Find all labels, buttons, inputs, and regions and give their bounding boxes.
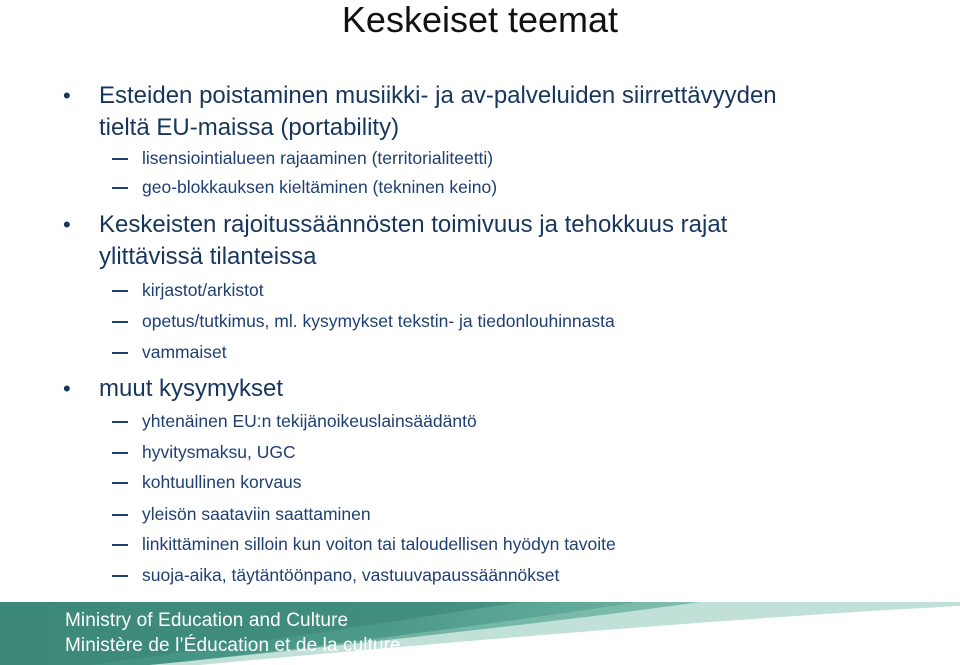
sub-bullet-3-5: linkittäminen silloin kun voiton tai taloudellisen hyödyn tavoite: [142, 533, 902, 555]
footer-ministry-en: Ministry of Education and Culture: [65, 610, 349, 631]
sub-bullet-3-2: hyvitysmaksu, UGC: [142, 441, 902, 463]
sub-bullet-3-1: yhtenäinen EU:n tekijänoikeuslainsäädäntö: [142, 410, 902, 432]
main-bullet-2: [63, 209, 859, 273]
main-bullet-3-line-1: muut kysymykset: [99, 375, 284, 402]
main-bullet-1-line-1: Esteiden poistaminen musiikki- ja av-palveluiden siirrettävyyden: [99, 82, 777, 109]
dash-icon: [112, 187, 128, 189]
main-bullet-2-line-2: ylittävissä tilanteissa: [99, 243, 317, 270]
main-bullet-3: [63, 373, 859, 405]
sub-bullet-1-2: geo-blokkauksen kieltäminen (tekninen keino): [142, 176, 902, 198]
dash-icon: [112, 544, 128, 546]
dash-icon: [112, 321, 128, 323]
bullet-dot-icon: •: [63, 212, 71, 237]
dash-icon: [112, 482, 128, 484]
footer-ministry-fr: Ministère de l’Éducation et de la culture: [65, 635, 401, 656]
main-bullet-1-line-2: tieltä EU-maissa (portability): [99, 114, 400, 141]
bullet-dot-icon: •: [63, 376, 71, 401]
dash-icon: [112, 514, 128, 516]
footer-band: [0, 602, 960, 665]
main-bullet-2-line-1: Keskeisten rajoitussäännösten toimivuus ja tehokkuus rajat: [99, 211, 728, 238]
dash-icon: [112, 575, 128, 577]
sub-bullet-2-1: kirjastot/arkistot: [142, 279, 902, 301]
sub-bullet-2-3: vammaiset: [142, 341, 902, 363]
slide-title: Keskeiset teemat: [341, 0, 619, 40]
dash-icon: [112, 290, 128, 292]
dash-icon: [112, 352, 128, 354]
sub-bullet-3-6: suoja-aika, täytäntöönpano, vastuuvapaussäännökset: [142, 564, 902, 586]
sub-bullet-3-3: kohtuullinen korvaus: [142, 471, 902, 493]
sub-bullet-3-4: yleisön saataviin saattaminen: [142, 503, 902, 525]
dash-icon: [112, 421, 128, 423]
main-bullet-1: [63, 80, 859, 144]
dash-icon: [112, 452, 128, 454]
sub-bullet-1-1: lisensiointialueen rajaaminen (territorialiteetti): [142, 147, 902, 169]
sub-bullet-2-2: opetus/tutkimus, ml. kysymykset tekstin- ja tiedonlouhinnasta: [142, 310, 902, 332]
bullet-dot-icon: •: [63, 83, 71, 108]
dash-icon: [112, 158, 128, 160]
